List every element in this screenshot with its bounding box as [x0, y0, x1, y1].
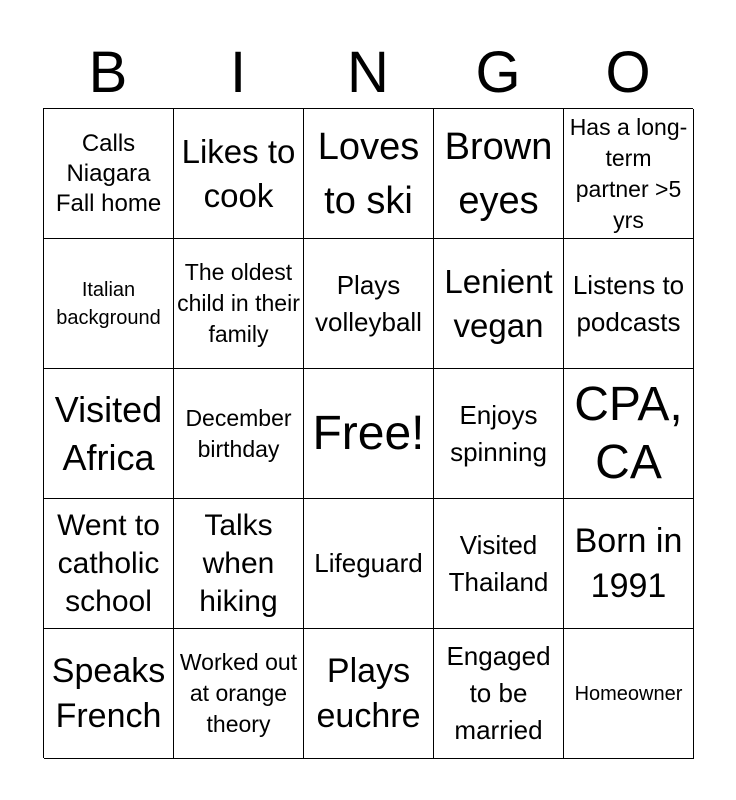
- cell-label: Lifeguard: [314, 548, 423, 578]
- cell-label: Worked out at orange theory: [179, 649, 298, 737]
- cell-label: Born in 1991: [574, 521, 683, 605]
- header-letter-b: B: [88, 40, 128, 105]
- bingo-cell[interactable]: [434, 369, 564, 499]
- bingo-cell[interactable]: [564, 369, 694, 499]
- cell-label: Plays volleyball: [315, 269, 422, 337]
- cell-label: Italian background: [56, 278, 161, 329]
- bingo-cell[interactable]: [564, 109, 694, 239]
- cell-label: Visited Africa: [54, 388, 163, 478]
- bingo-cell[interactable]: [304, 499, 434, 629]
- bingo-cell[interactable]: [564, 499, 694, 629]
- header-letter-n: N: [347, 40, 389, 105]
- header-letter-i: I: [229, 40, 247, 105]
- cell-label: Free!: [312, 406, 425, 460]
- cell-label: Calls Niagara Fall home: [55, 129, 162, 217]
- header-letter-g: G: [475, 40, 521, 105]
- bingo-card: [43, 108, 693, 758]
- cell-label: Homeowner: [574, 682, 683, 705]
- cell-label: Lenient vegan: [444, 262, 553, 344]
- cell-label: Plays euchre: [316, 651, 421, 735]
- bingo-cell[interactable]: [564, 239, 694, 369]
- bingo-cell[interactable]: [304, 239, 434, 369]
- cell-label: Brown eyes: [444, 125, 553, 222]
- bingo-cell[interactable]: [44, 239, 174, 369]
- bingo-cell[interactable]: [304, 109, 434, 239]
- bingo-cell[interactable]: [304, 629, 434, 759]
- bingo-cell[interactable]: [174, 239, 304, 369]
- bingo-free-cell[interactable]: [304, 369, 434, 499]
- bingo-cell[interactable]: [174, 629, 304, 759]
- cell-label: Visited Thailand: [448, 529, 549, 597]
- cell-label: Speaks French: [51, 651, 166, 735]
- bingo-cell[interactable]: [174, 369, 304, 499]
- bingo-cell[interactable]: [564, 629, 694, 759]
- cell-label: Loves to ski: [317, 125, 420, 222]
- bingo-cell[interactable]: [174, 499, 304, 629]
- cell-label: The oldest child in their family: [177, 259, 300, 347]
- cell-label: Talks when hiking: [199, 508, 278, 618]
- bingo-cell[interactable]: [434, 239, 564, 369]
- bingo-cell[interactable]: [44, 499, 174, 629]
- bingo-cell[interactable]: [174, 109, 304, 239]
- cell-label: Engaged to be married: [446, 641, 551, 745]
- bingo-cell[interactable]: [434, 499, 564, 629]
- cell-label: CPA, CA: [574, 377, 683, 489]
- cell-label: Has a long-term partner >5 yrs: [569, 113, 688, 233]
- bingo-header: [43, 38, 693, 108]
- bingo-cell[interactable]: [434, 109, 564, 239]
- bingo-cell[interactable]: [44, 109, 174, 239]
- cell-label: Listens to podcasts: [572, 269, 685, 337]
- bingo-cell[interactable]: [44, 629, 174, 759]
- bingo-cell[interactable]: [44, 369, 174, 499]
- header-letter-o: O: [605, 40, 651, 105]
- cell-label: Likes to cook: [181, 132, 296, 214]
- cell-label: December birthday: [185, 404, 292, 462]
- bingo-cell[interactable]: [434, 629, 564, 759]
- cell-label: Went to catholic school: [57, 508, 160, 618]
- cell-label: Enjoys spinning: [450, 399, 547, 467]
